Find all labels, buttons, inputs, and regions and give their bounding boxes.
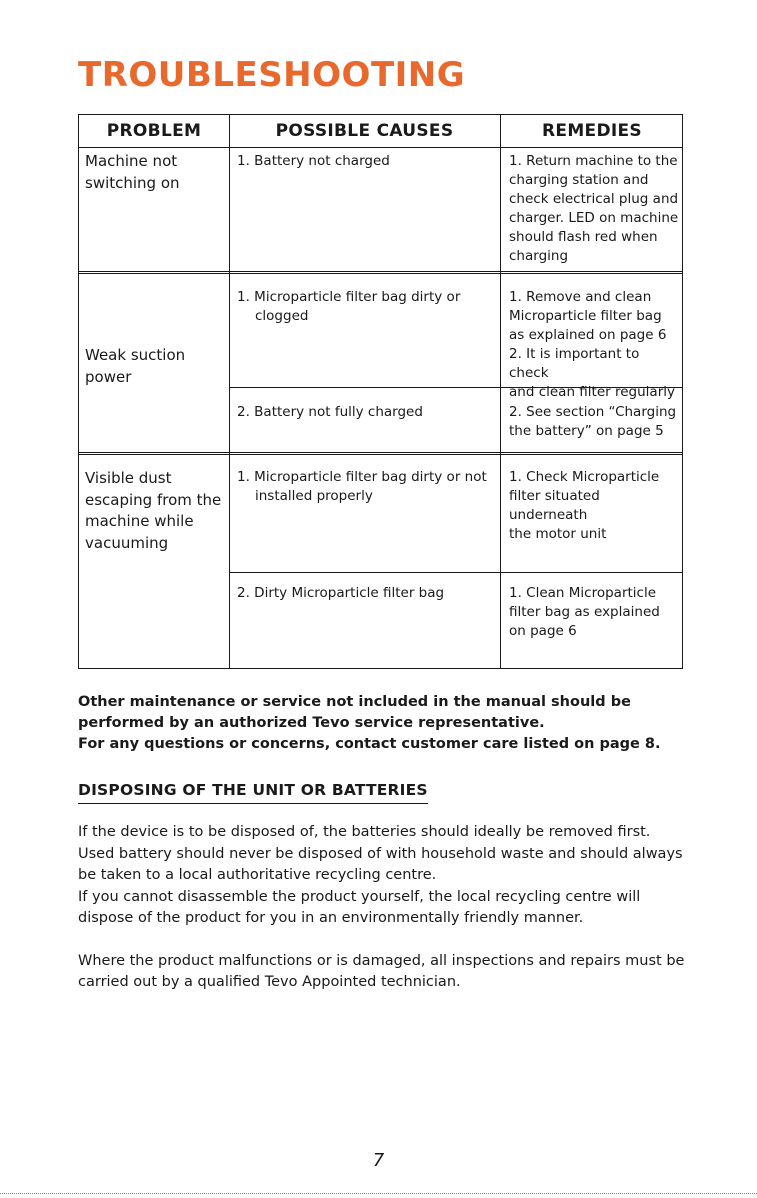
header-problem: PROBLEM xyxy=(106,121,202,141)
page-number: 7 xyxy=(372,1150,385,1171)
problem-weak-suction-power: Weak suction power xyxy=(85,346,186,386)
cause-battery-not-charged: 1. Battery not charged xyxy=(237,153,390,169)
troubleshooting-table xyxy=(78,114,683,669)
header-remedies: REMEDIES xyxy=(542,121,642,141)
remedy-remove-clean-filter-bag: 1. Remove and clean Microparticle filter bag as explained on page 6 2. It is important to check and clean filter regularly xyxy=(509,289,675,400)
header-divider xyxy=(79,147,682,148)
cause-battery-not-fully-charged: 2. Battery not fully charged xyxy=(237,404,423,420)
remedy-return-to-charging-station: 1. Return machine to the charging station and check electrical plug and charger. LED on machine should flash red when charging xyxy=(509,153,679,264)
header-possible-causes: POSSIBLE CAUSES xyxy=(275,121,454,141)
row-separator xyxy=(79,452,682,455)
cause-filter-bag-not-installed: 1. Microparticle filter bag dirty or not installed properly xyxy=(237,469,487,504)
cause-dirty-filter-bag: 2. Dirty Microparticle filter bag xyxy=(237,585,445,601)
bottom-rule xyxy=(0,1193,757,1194)
disposal-body xyxy=(78,822,698,994)
remedy-check-microparticle-filter: 1. Check Microparticle filter situated underneath the motor unit xyxy=(509,469,660,542)
disposal-paragraph: If you cannot disassemble the product yourself, the local recycling centre will dispose of the product for you in an environmentally friendly manner. xyxy=(78,888,641,926)
disposal-heading: DISPOSING OF THE UNIT OR BATTERIES xyxy=(78,780,428,804)
remedy-clean-filter-bag: 1. Clean Microparticle filter bag as explained on page 6 xyxy=(509,585,660,639)
repair-paragraph: Where the product malfunctions or is damaged, all inspections and repairs must be carried out by a qualified Tevo Appointed technician. xyxy=(78,952,685,990)
row-separator xyxy=(79,271,682,274)
service-notice xyxy=(78,692,698,755)
disposal-paragraph: If the device is to be disposed of, the batteries should ideally be removed first. xyxy=(78,824,651,840)
cause-filter-bag-dirty-clogged: 1. Microparticle filter bag dirty or clogged xyxy=(237,289,461,324)
sub-row-divider xyxy=(229,572,682,573)
remedy-see-charging-section: 2. See section “Charging the battery” on page 5 xyxy=(509,404,677,439)
service-notice-line: Other maintenance or service not included in the manual should be performed by an authorized Tevo service representative. xyxy=(78,694,631,731)
page-title: TROUBLESHOOTING xyxy=(78,55,466,95)
customer-care-line: For any questions or concerns, contact customer care listed on page 8. xyxy=(78,736,661,752)
problem-machine-not-switching-on: Machine not switching on xyxy=(85,152,180,192)
disposal-paragraph: Used battery should never be disposed of with household waste and should always be taken to a local authoritative recycling centre. xyxy=(78,845,683,883)
problem-visible-dust-escaping: Visible dust escaping from the machine while vacuuming xyxy=(85,469,222,552)
column-divider xyxy=(229,115,230,668)
